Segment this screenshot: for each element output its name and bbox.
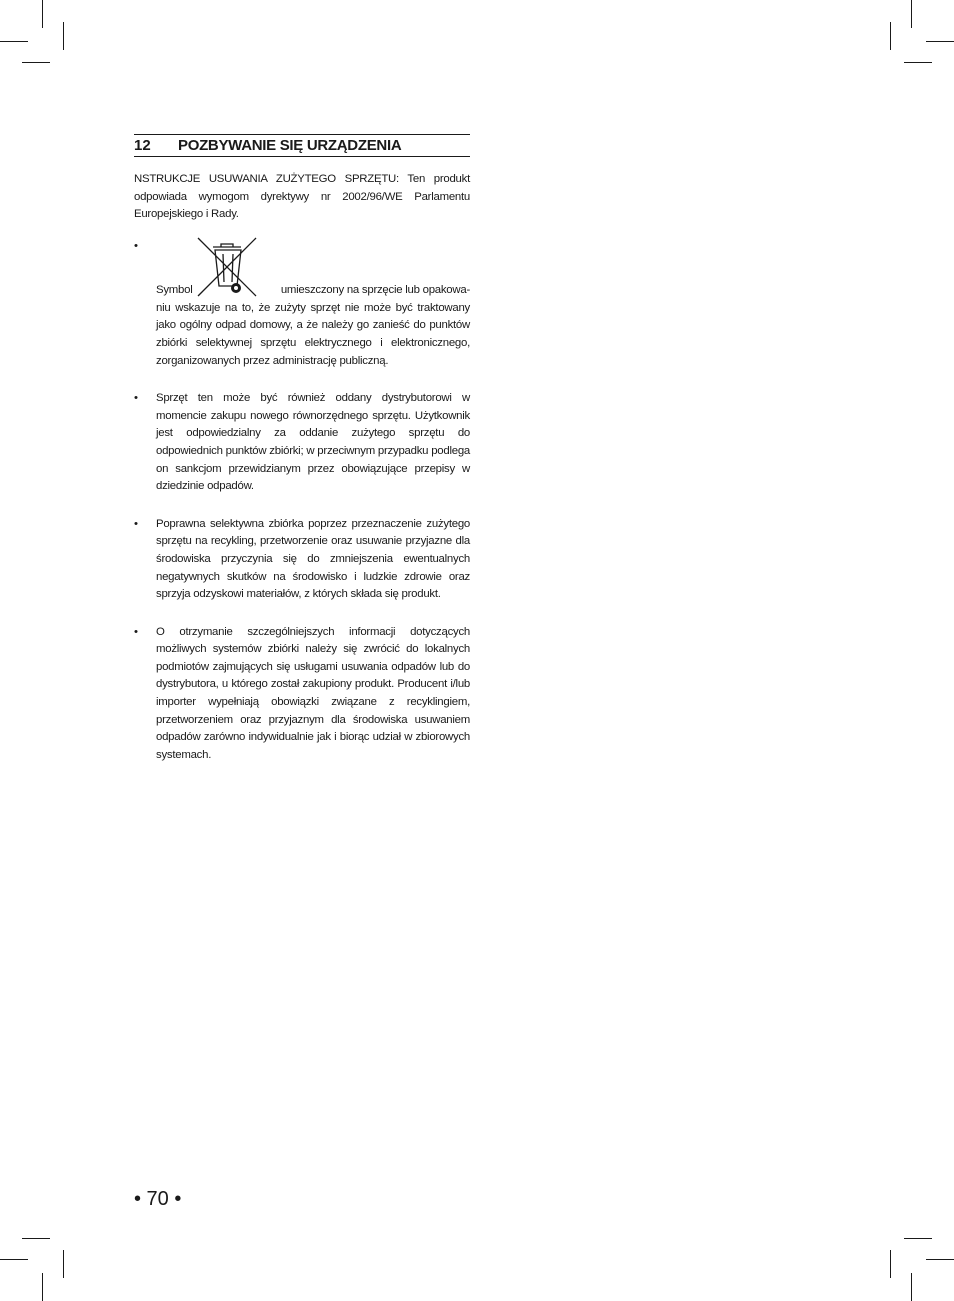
bullet-marker: • xyxy=(134,239,138,252)
list-item xyxy=(134,516,470,604)
page-content xyxy=(134,134,470,784)
symbol-line xyxy=(156,238,470,300)
bullet-marker: • xyxy=(134,517,138,530)
crop-mark xyxy=(890,1250,891,1278)
bullet-list xyxy=(134,238,470,765)
symbol-description: umieszczony na sprzęcie lub opakowa- xyxy=(280,284,470,297)
crop-mark xyxy=(0,41,28,42)
crop-mark xyxy=(911,0,912,28)
crop-mark xyxy=(926,1259,954,1260)
crossed-out-wheelie-bin-icon xyxy=(196,236,258,298)
list-item-text: niu wskazuje na to, że zużyty sprzęt nie może być traktowany jako ogólny odpad domowy, a że należy go zanieść do punktów zbiórki selektywnej sprzętu elektrycznego i elektronicznego, zorganizowanych przez administrację publiczną. xyxy=(156,301,470,367)
crop-mark xyxy=(904,62,932,63)
crop-mark xyxy=(42,0,43,28)
crop-mark xyxy=(22,1238,50,1239)
bullet-marker: • xyxy=(134,392,138,405)
list-item-text: O otrzymanie szczególniejszych informacji dotyczących możliwych systemów zbiórki należy się zwrócić do lokalnych podmiotów zajmujących się usługami usuwania odpadów lub do dystrybutora, u którego został zakupiony produkt. Producent i/lub importer wypełniają obowiązki związane z recyklingiem, przetworzeniem oraz przyjaznym dla środowiska usuwaniem odpadów zarówno indywidualnie jak i biorąc udział w zbiorowych systemach. xyxy=(156,625,470,761)
crop-mark xyxy=(63,22,64,50)
crop-mark xyxy=(926,41,954,42)
page-number: • 70 • xyxy=(134,1188,182,1210)
list-item xyxy=(134,624,470,765)
crop-mark xyxy=(42,1273,43,1301)
list-item xyxy=(134,390,470,496)
list-item xyxy=(134,238,470,370)
crop-mark xyxy=(890,22,891,50)
intro-paragraph: NSTRUKCJE USUWANIA ZUŻYTEGO SPRZĘTU: Ten produkt odpowiada wymogom dyrektywy nr 2002/96/WE Parlamentu Europejskiego i Rady. xyxy=(134,173,470,221)
crop-mark xyxy=(0,1259,28,1260)
list-item-text: Poprawna selektywna zbiórka poprzez przeznaczenie zużytego sprzętu na recykling, przetworzenie oraz usuwanie przyjazne dla środowiska przyczynia się do zmniejszenia ewentualnych negatywnych skutków na środowisko i ludzkie zdrowie oraz sprzyja odzyskowi materiałów, z których składa się produkt. xyxy=(156,517,470,601)
crop-mark xyxy=(22,62,50,63)
crop-mark xyxy=(904,1238,932,1239)
section-number: 12 xyxy=(134,137,151,154)
symbol-label: Symbol xyxy=(156,284,193,297)
bullet-marker: • xyxy=(134,625,138,638)
crop-mark xyxy=(911,1273,912,1301)
crop-mark xyxy=(63,1250,64,1278)
section-title: POZBYWANIE SIĘ URZĄDZENIA xyxy=(178,137,402,154)
list-item-text: Sprzęt ten może być również oddany dystrybutorowi w momencie zakupu nowego równorzędnego sprzętu. Użytkownik jest odpowiedzialny za oddanie zużytego sprzętu do odpowiednich punktów zbiórki; w przeciwnym przypadku podlega on sankcjom przewidzianym przez obowiązujące przepisy w dziedzinie odpadów. xyxy=(156,392,470,493)
section-header xyxy=(134,134,470,157)
